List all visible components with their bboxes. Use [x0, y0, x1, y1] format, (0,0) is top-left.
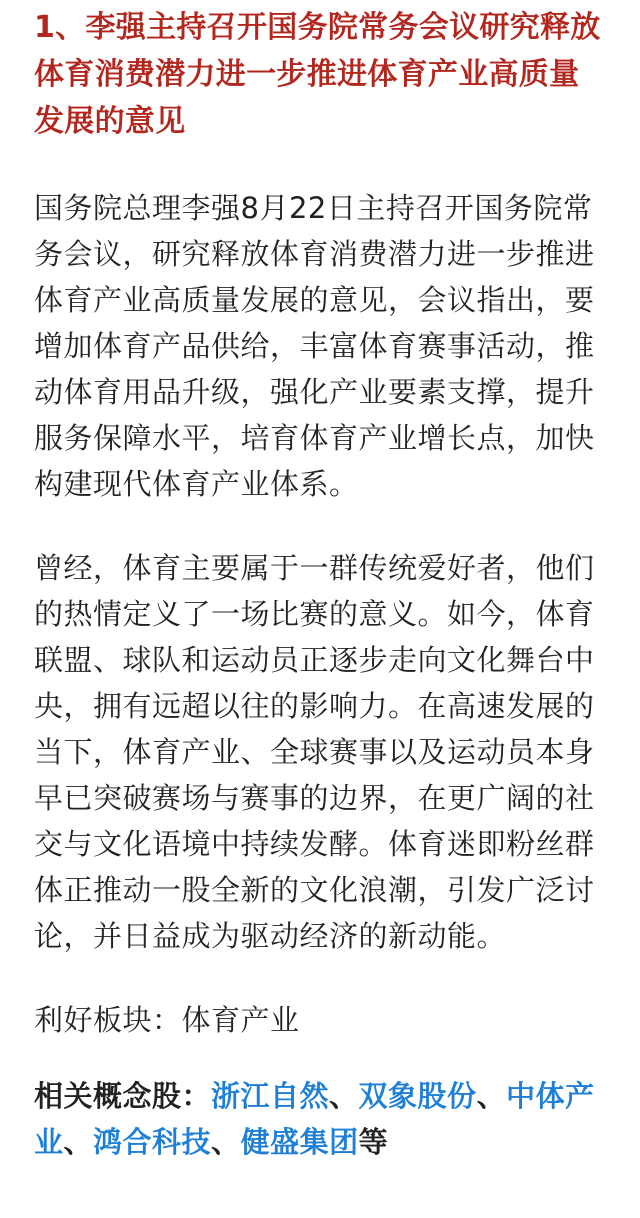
concept-stocks-line — [34, 1073, 608, 1165]
stock-separator: 、 — [476, 1079, 507, 1113]
article-headline: 1、李强主持召开国务院常务会议研究释放体育消费潜力进一步推进体育产业高质量发展的意见 — [34, 10, 601, 139]
stock-link-jiansheng[interactable]: 健盛集团 — [240, 1125, 359, 1159]
stock-link-zhejiang-ziran[interactable]: 浙江自然 — [211, 1079, 330, 1113]
stock-link-shuangxiang[interactable]: 双象股份 — [358, 1079, 477, 1113]
concept-stocks-suffix: 等 — [358, 1125, 389, 1159]
stock-link-honghe[interactable]: 鸿合科技 — [93, 1125, 212, 1159]
paragraph-sports-culture: 曾经，体育主要属于一群传统爱好者，他们的热情定义了一场比赛的意义。如今，体育联盟、球队和运动员正逐步走向文化舞台中央，拥有远超以往的影响力。在高速发展的当下，体育产业、全球赛事以及运动员本身早已突破赛场与赛事的边界，在更广阔的社交与文化语境中持续发酵。体育迷即粉丝群体正推动一股全新的文化浪潮，引发广泛讨论，并日益成为驱动经济的新动能。 — [34, 551, 595, 953]
stock-link-zhongti[interactable]: 中体产业 — [34, 1079, 595, 1159]
stock-separator: 、 — [211, 1125, 241, 1159]
stock-separator: 、 — [63, 1125, 94, 1159]
concept-stocks-label: 相关概念股： — [34, 1079, 212, 1113]
stock-separator: 、 — [329, 1079, 359, 1113]
paragraph-meeting-summary: 国务院总理李强8月22日主持召开国务院常务会议，研究释放体育消费潜力进一步推进体育产业高质量发展的意见，会议指出，要增加体育产品供给，丰富体育赛事活动，推动体育用品升级，强化产业要素支撑，提升服务保障水平，培育体育产业增长点，加快构建现代体育产业体系。 — [34, 191, 595, 501]
paragraph-benefit-sector: 利好板块：体育产业 — [34, 1003, 300, 1037]
